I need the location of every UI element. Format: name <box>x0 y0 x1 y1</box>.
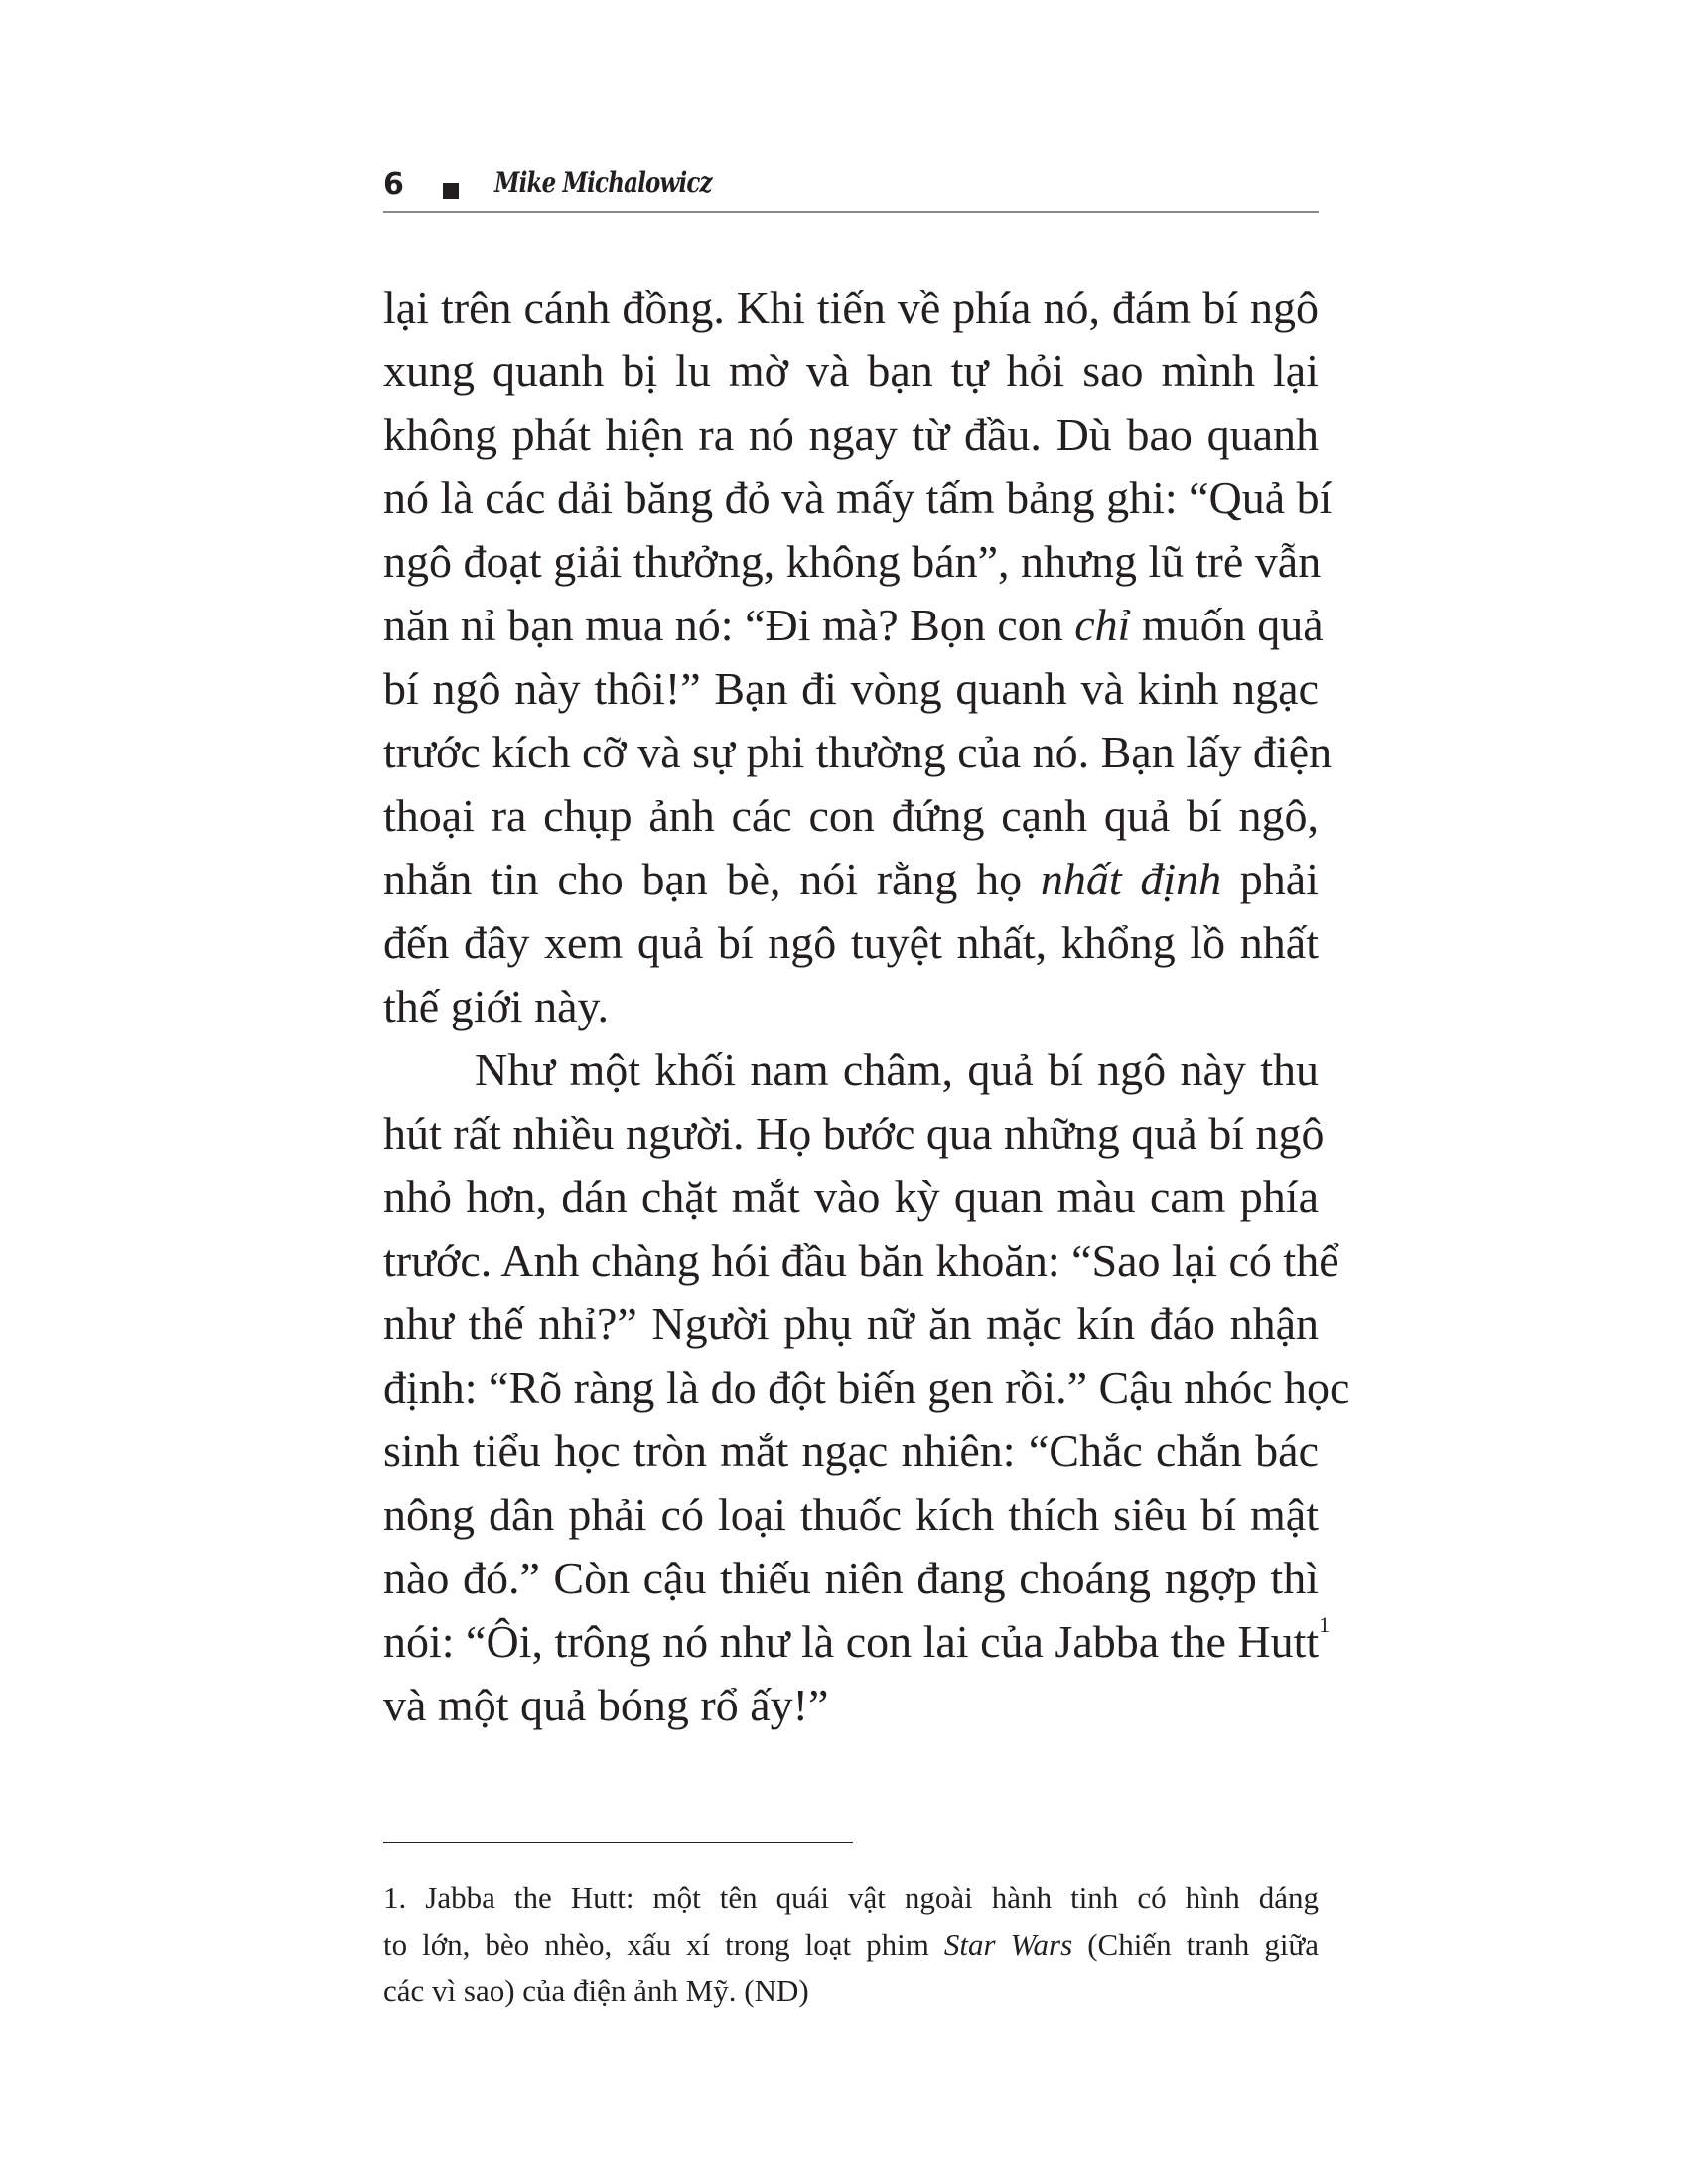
text-line: sinh tiểu học tròn mắt ngạc nhiên: “Chắc chắn bác <box>383 1426 1319 1476</box>
text-line: trước kích cỡ và sự phi thường của nó. Bạn lấy điện <box>383 727 1333 777</box>
text-line: nó là các dải băng đỏ và mấy tấm bảng ghi: “Quả bí <box>383 473 1333 523</box>
page-number: 6 <box>383 167 404 202</box>
text-line: không phát hiện ra nó ngay từ đầu. Dù bao quanh <box>383 409 1319 460</box>
footnote-1 <box>383 1874 1319 2014</box>
running-head-author: Mike Michalowicz <box>494 166 712 199</box>
footnote-reference-link[interactable]: 1 <box>1319 1612 1331 1637</box>
header-rule <box>383 211 1319 213</box>
text-line: thoại ra chụp ảnh các con đứng cạnh quả bí ngô, <box>383 790 1319 841</box>
text-run: muốn quả <box>1130 600 1324 650</box>
paragraph-2 <box>383 1038 1350 1737</box>
text-line: đến đây xem quả bí ngô tuyệt nhất, khổng lồ nhất <box>383 917 1319 968</box>
text-line: nào đó.” Còn cậu thiếu niên đang choáng ngợp thì <box>383 1553 1319 1603</box>
text-line <box>383 594 1324 657</box>
text-line: trước. Anh chàng hói đầu băn khoăn: “Sao lại có thể <box>383 1235 1339 1286</box>
text-line: hút rất nhiều người. Họ bước qua những quả bí ngô <box>383 1108 1325 1159</box>
text-line: lại trên cánh đồng. Khi tiến về phía nó, đám bí ngô <box>383 282 1319 333</box>
text-line: ngô đoạt giải thưởng, không bán”, nhưng lũ trẻ vẫn <box>383 536 1322 587</box>
text-run: nói: “Ôi, trông nó như là con lai của Jabba the Hutt <box>383 1616 1320 1667</box>
footnote-line: các vì sao) của điện ảnh Mỹ. (ND) <box>383 1974 809 2008</box>
text-line: bí ngô này thôi!” Bạn đi vòng quanh và kinh ngạc <box>383 663 1319 714</box>
text-run: nhắn tin cho bạn bè, nói rằng họ <box>383 854 1041 904</box>
emphasis-text: chỉ <box>1074 600 1131 650</box>
footnote-separator <box>383 1842 853 1843</box>
text-line: xung quanh bị lu mờ và bạn tự hỏi sao mình lại <box>383 345 1319 396</box>
paragraph-1 <box>383 276 1333 1038</box>
text-line <box>383 848 1319 911</box>
text-line: và một quả bóng rổ ấy!” <box>383 1680 829 1730</box>
emphasis-text: Star Wars <box>943 1927 1073 1962</box>
body-text <box>383 276 1350 1737</box>
footnotes <box>383 1874 1319 2014</box>
text-line: như thế nhỉ?” Người phụ nữ ăn mặc kín đáo nhận <box>383 1298 1319 1349</box>
text-run: năn nỉ bạn mua nó: “Đi mà? Bọn con <box>383 600 1075 650</box>
square-bullet-icon <box>443 183 459 199</box>
text-line: Như một khối nam châm, quả bí ngô này thu <box>475 1044 1319 1095</box>
text-run: (Chiến tranh giữa <box>1072 1927 1319 1962</box>
emphasis-text: nhất định <box>1040 854 1222 904</box>
text-line: nông dân phải có loại thuốc kích thích siêu bí mật <box>383 1489 1319 1540</box>
text-line: định: “Rõ ràng là do đột biến gen rồi.” Cậu nhóc học <box>383 1362 1350 1413</box>
text-run: phải <box>1221 854 1320 904</box>
text-line: thế giới này. <box>383 981 610 1031</box>
footnote-line: 1. Jabba the Hutt: một tên quái vật ngoài hành tinh có hình dáng <box>383 1880 1319 1915</box>
text-line <box>383 1610 1331 1674</box>
text-line: nhỏ hơn, dán chặt mắt vào kỳ quan màu cam phía <box>383 1171 1319 1222</box>
text-run: to lớn, bèo nhèo, xấu xí trong loạt phim <box>383 1927 944 1962</box>
page-header <box>383 163 1317 212</box>
footnote-line <box>383 1921 1319 1968</box>
